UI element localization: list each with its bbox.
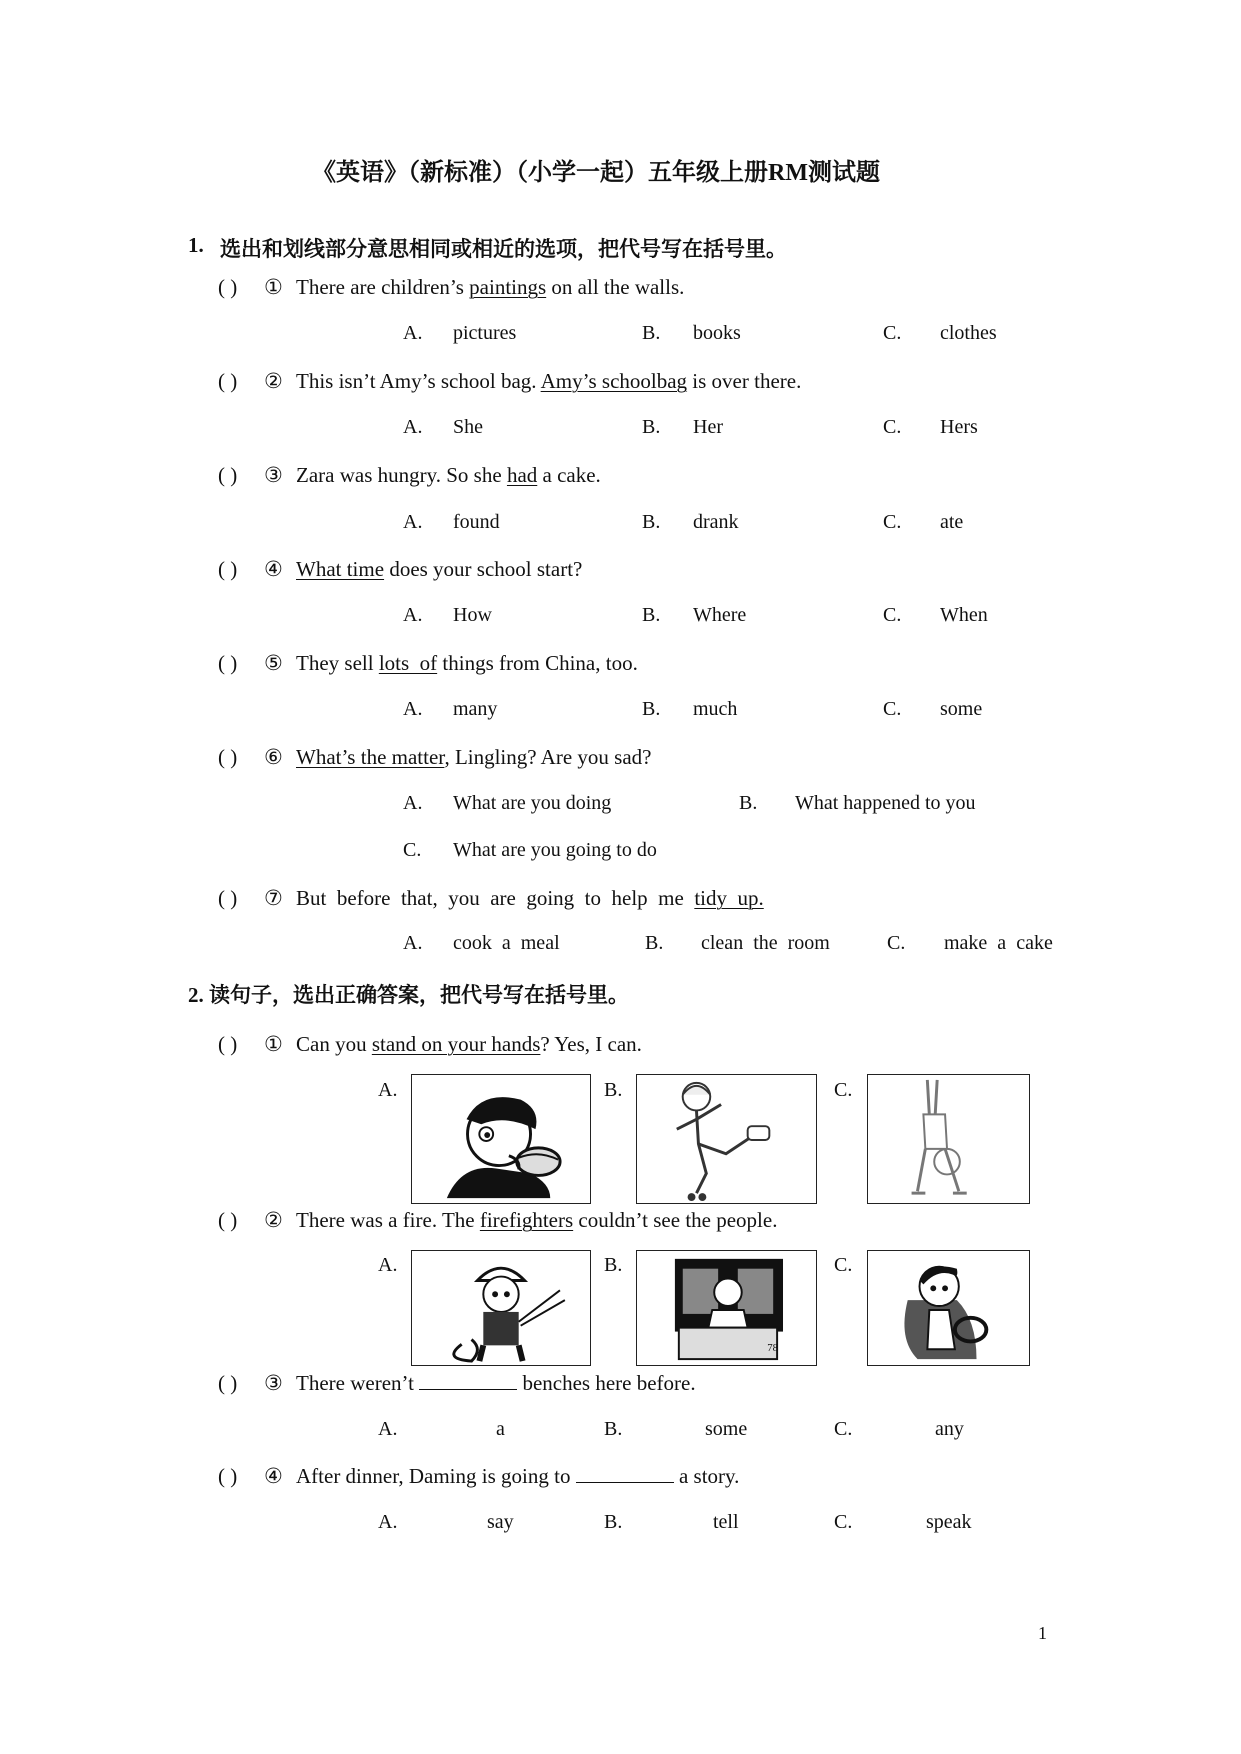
- q1-6-paren[interactable]: ( ): [218, 745, 238, 769]
- q2-2-picture-b[interactable]: [636, 1250, 817, 1366]
- q1-5-option-b: much: [693, 698, 738, 720]
- q1-7-option-a-letter: A.: [403, 932, 423, 954]
- q2-4-option-b: tell: [713, 1511, 739, 1533]
- q1-6-option-b: What happened to you: [795, 792, 976, 814]
- q1-2-option-c: Hers: [940, 416, 978, 438]
- q1-4-option-a-letter: A.: [403, 604, 423, 626]
- q1-5-sentence: They sell lots of things from China, too.: [296, 651, 638, 675]
- q1-2-number: ②: [264, 369, 283, 393]
- q1-7-option-c-letter: C.: [887, 932, 906, 954]
- q2-1-paren[interactable]: ( ): [218, 1032, 238, 1056]
- q1-6-number: ⑥: [264, 745, 283, 769]
- q2-3-paren[interactable]: ( ): [218, 1371, 238, 1395]
- q2-3-option-c: any: [935, 1418, 964, 1440]
- q1-6-option-a-letter: A.: [403, 792, 423, 814]
- q1-1-paren[interactable]: ( ): [218, 275, 238, 299]
- q1-3-number: ③: [264, 463, 283, 487]
- q1-5-option-c: some: [940, 698, 983, 720]
- q1-4-option-c: When: [940, 604, 988, 626]
- q1-4-sentence: What time does your school start?: [296, 557, 583, 581]
- q2-4-option-b-letter: B.: [604, 1511, 623, 1533]
- q2-2-number: ②: [264, 1208, 283, 1232]
- q1-3-option-a: found: [453, 511, 500, 533]
- q2-4-option-a: say: [487, 1511, 514, 1533]
- q1-1-sentence: There are children’s paintings on all the walls.: [296, 275, 685, 299]
- q2-3-option-a: a: [496, 1418, 505, 1440]
- q1-2-sentence: This isn’t Amy’s school bag. Amy’s schoolbag is over there.: [296, 369, 802, 393]
- q2-1-picture-a[interactable]: [411, 1074, 591, 1204]
- q1-1-number: ①: [264, 275, 283, 299]
- q1-2-paren[interactable]: ( ): [218, 369, 238, 393]
- q1-5-option-a-letter: A.: [403, 698, 423, 720]
- q2-4-blank[interactable]: [576, 1464, 674, 1483]
- q1-2-option-c-letter: C.: [883, 416, 902, 438]
- q2-4-option-c-letter: C.: [834, 1511, 853, 1533]
- q1-4-option-c-letter: C.: [883, 604, 902, 626]
- q1-2-option-b-letter: B.: [642, 416, 661, 438]
- skating-boy-image: [637, 1075, 816, 1203]
- q1-3-option-b-letter: B.: [642, 511, 661, 533]
- q1-5-number: ⑤: [264, 651, 283, 675]
- q1-3-option-b: drank: [693, 511, 739, 533]
- q1-6-sentence: What’s the matter, Lingling? Are you sad?: [296, 745, 652, 769]
- q2-2-sentence: There was a fire. The firefighters couldn’t see the people.: [296, 1208, 778, 1232]
- q1-5-option-c-letter: C.: [883, 698, 902, 720]
- q1-5-option-a: many: [453, 698, 498, 720]
- q2-3-blank[interactable]: [419, 1371, 517, 1390]
- q2-2-option-c-letter: C.: [834, 1254, 853, 1276]
- q1-1-option-b: books: [693, 322, 741, 344]
- section-1-number: 1.: [188, 233, 204, 257]
- q1-5-paren[interactable]: ( ): [218, 651, 238, 675]
- q1-3-sentence: Zara was hungry. So she had a cake.: [296, 463, 601, 487]
- q2-4-sentence: After dinner, Daming is going to a story.: [296, 1464, 740, 1488]
- q2-1-option-b-letter: B.: [604, 1079, 623, 1101]
- firefighter-image: [412, 1251, 590, 1365]
- q2-4-option-c: speak: [926, 1511, 972, 1533]
- q1-3-paren[interactable]: ( ): [218, 463, 238, 487]
- section-1-heading: 选出和划线部分意思相同或相近的选项，把代号写在括号里。: [220, 237, 787, 261]
- q1-6-option-a: What are you doing: [453, 792, 612, 814]
- boy-eating-image: [412, 1075, 590, 1203]
- q2-3-number: ③: [264, 1371, 283, 1395]
- q1-4-paren[interactable]: ( ): [218, 557, 238, 581]
- q2-2-picture-a[interactable]: [411, 1250, 591, 1366]
- q1-1-option-a: pictures: [453, 322, 517, 344]
- q2-3-option-b-letter: B.: [604, 1418, 623, 1440]
- q2-1-picture-c[interactable]: [867, 1074, 1030, 1204]
- q2-3-option-b: some: [705, 1418, 748, 1440]
- q2-2-option-b-letter: B.: [604, 1254, 623, 1276]
- driver-image: [868, 1251, 1029, 1365]
- handstand-girl-image: [868, 1075, 1029, 1203]
- q1-2-option-a: She: [453, 416, 483, 438]
- news-reporter-image: [637, 1251, 816, 1365]
- q2-1-picture-b[interactable]: [636, 1074, 817, 1204]
- q1-1-option-c: clothes: [940, 322, 997, 344]
- q1-3-option-a-letter: A.: [403, 511, 423, 533]
- q1-7-option-c: make a cake: [944, 932, 1053, 954]
- q1-4-number: ④: [264, 557, 283, 581]
- q1-5-option-b-letter: B.: [642, 698, 661, 720]
- q1-7-option-b: clean the room: [701, 932, 830, 954]
- q1-1-option-a-letter: A.: [403, 322, 423, 344]
- page-number: 1: [1038, 1623, 1047, 1643]
- q2-1-sentence: Can you stand on your hands? Yes, I can.: [296, 1032, 642, 1056]
- q2-4-paren[interactable]: ( ): [218, 1464, 238, 1488]
- q1-4-option-b-letter: B.: [642, 604, 661, 626]
- q2-3-sentence: There weren’t benches here before.: [296, 1371, 696, 1395]
- q1-3-option-c: ate: [940, 511, 964, 533]
- q1-6-option-c: What are you going to do: [453, 839, 657, 861]
- q2-4-number: ④: [264, 1464, 283, 1488]
- section-2-heading: 2. 读句子，选出正确答案，把代号写在括号里。: [188, 983, 629, 1007]
- tv-label: 78: [767, 1342, 779, 1355]
- q1-7-option-a: cook a meal: [453, 932, 560, 954]
- q1-1-option-b-letter: B.: [642, 322, 661, 344]
- page-title: 《英语》（新标准）（小学一起）五年级上册RM测试题: [312, 160, 880, 186]
- q2-2-paren[interactable]: ( ): [218, 1208, 238, 1232]
- q1-4-option-a: How: [453, 604, 492, 626]
- q1-2-option-b: Her: [693, 416, 723, 438]
- q2-1-option-c-letter: C.: [834, 1079, 853, 1101]
- q1-4-option-b: Where: [693, 604, 747, 626]
- q1-3-option-c-letter: C.: [883, 511, 902, 533]
- q2-3-option-a-letter: A.: [378, 1418, 398, 1440]
- q1-6-option-b-letter: B.: [739, 792, 758, 814]
- q1-6-option-c-letter: C.: [403, 839, 422, 861]
- q1-1-option-c-letter: C.: [883, 322, 902, 344]
- q1-7-option-b-letter: B.: [645, 932, 664, 954]
- q2-2-picture-c[interactable]: [867, 1250, 1030, 1366]
- q1-7-paren[interactable]: ( ): [218, 886, 238, 910]
- q2-1-number: ①: [264, 1032, 283, 1056]
- q2-1-option-a-letter: A.: [378, 1079, 398, 1101]
- q1-7-sentence: But before that, you are going to help me tidy up.: [296, 886, 764, 910]
- q1-7-number: ⑦: [264, 886, 283, 910]
- q2-4-option-a-letter: A.: [378, 1511, 398, 1533]
- q2-2-option-a-letter: A.: [378, 1254, 398, 1276]
- q1-2-option-a-letter: A.: [403, 416, 423, 438]
- q2-3-option-c-letter: C.: [834, 1418, 853, 1440]
